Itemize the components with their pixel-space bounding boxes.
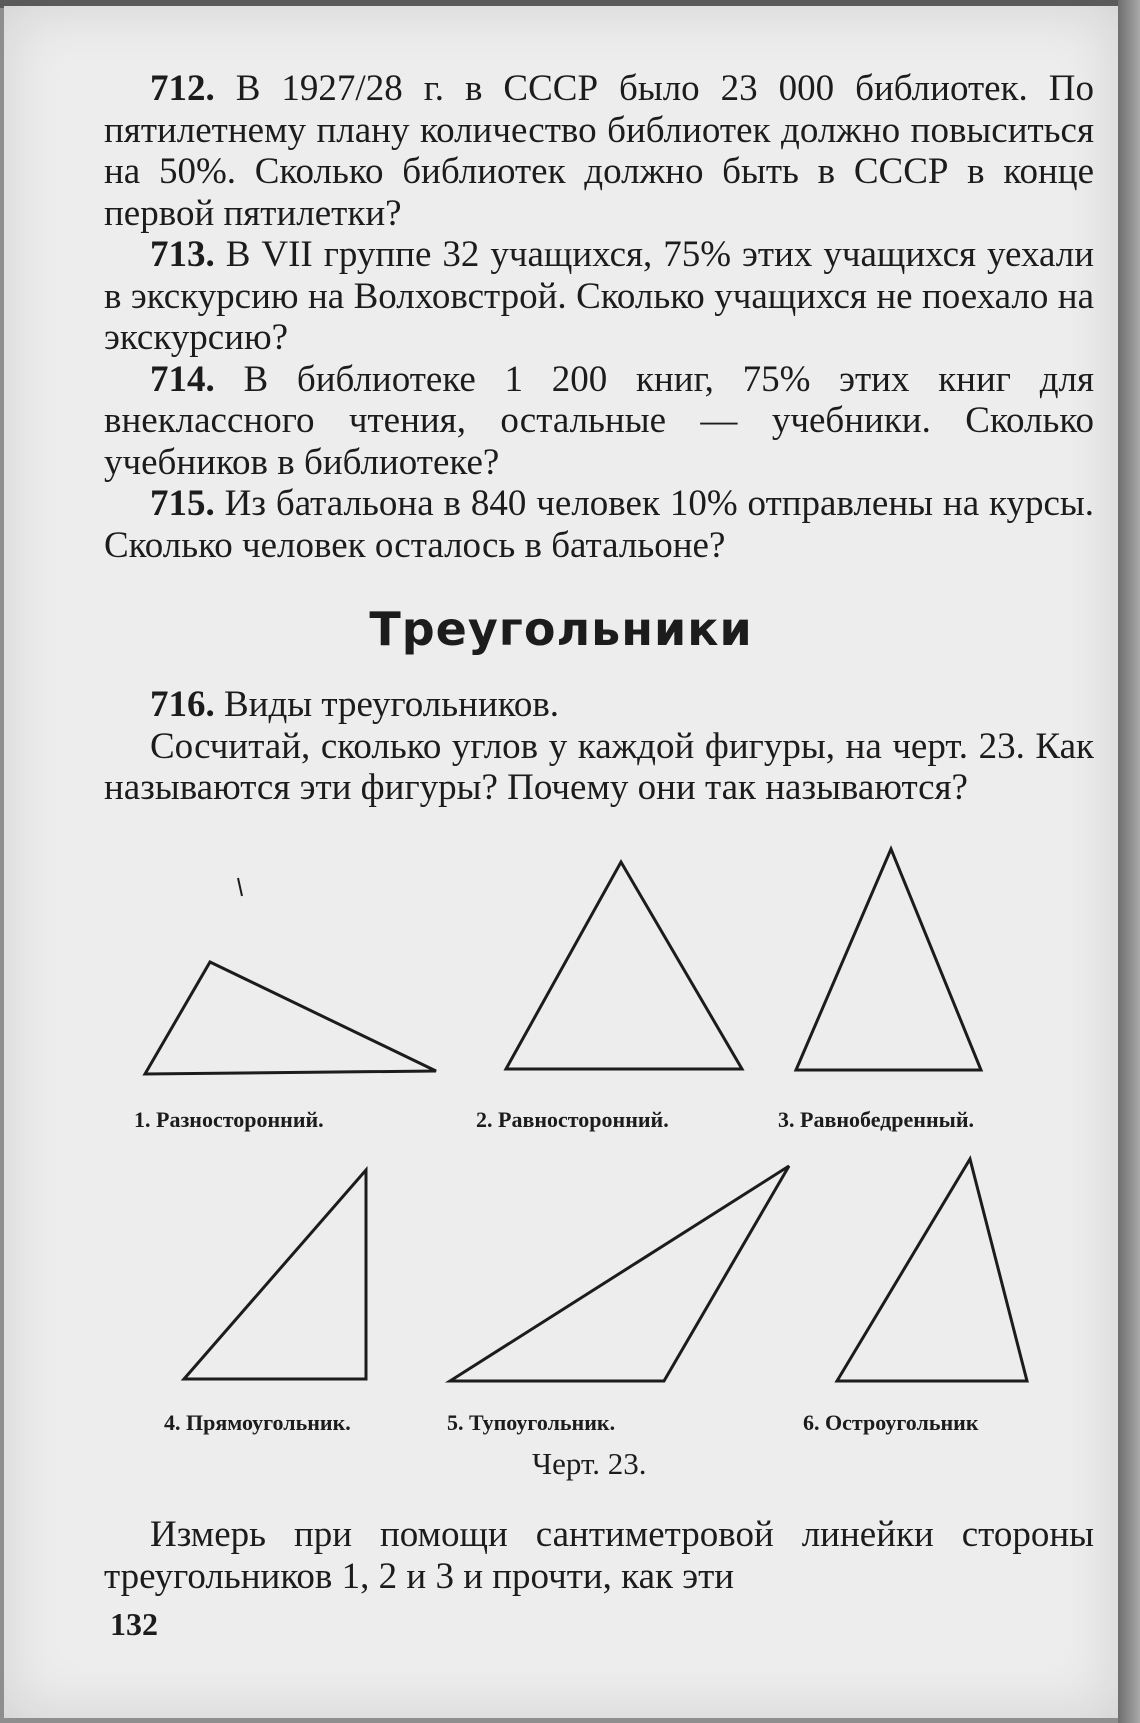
triangle-caption-1: 1. Разносторонний. <box>134 1107 324 1132</box>
triangle-isosceles <box>796 849 981 1070</box>
book-page <box>4 6 1118 1718</box>
figure-23-triangles <box>4 6 1118 1506</box>
final-text: Измерь при помощи сантиметровой линейки стороны треугольников 1, 2 и 3 и прочти, как эти <box>104 1514 1094 1597</box>
figure-caption: Черт. 23. <box>532 1446 647 1481</box>
triangle-obtuse <box>450 1166 789 1381</box>
triangle-caption-4: 4. Прямоугольник. <box>164 1410 351 1435</box>
problem-number: 713. <box>150 234 215 275</box>
problem-number: 712. <box>150 68 215 109</box>
triangle-acute <box>837 1159 1027 1381</box>
triangle-right <box>184 1170 366 1379</box>
page-number: 132 <box>110 1606 158 1642</box>
problem-heading: Виды треугольников. <box>224 684 560 725</box>
triangle-caption-6: 6. Остроугольник <box>803 1410 979 1435</box>
problem-number: 715. <box>150 483 215 524</box>
problem-text: Из батальона в 840 человек 10% отправлены на курсы. Сколько человек осталось в батальоне? <box>104 483 1094 566</box>
triangle-caption-3: 3. Равнобедренный. <box>778 1107 975 1132</box>
page-edge-shadow <box>1118 0 1140 1723</box>
triangle-equilateral <box>506 862 742 1069</box>
triangle-scalene <box>145 962 436 1074</box>
problem-number: 716. <box>150 684 215 725</box>
stray-mark <box>238 878 242 896</box>
problem-716-body: Сосчитай, сколько углов у каждой фигуры, на черт. 23. Как называются эти фигуры? Почему они так называются? <box>104 725 1094 808</box>
problem-text: В VII группе 32 учащихся, 75% этих учащихся уехали в экскурсию на Волховстрой. Сколько учащихся не поехало на экскурсию? <box>104 234 1094 358</box>
final-paragraph <box>104 1514 1094 1597</box>
triangle-caption-5: 5. Тупоугольник. <box>447 1410 616 1435</box>
problem-text: В библиотеке 1 200 книг, 75% этих книг для внеклассного чтения, остальные — учебники. Сколько учебников в библиотеке? <box>104 358 1095 483</box>
problem-number: 714. <box>150 358 215 400</box>
triangle-caption-2: 2. Равносторонний. <box>476 1107 669 1132</box>
section-title: Треугольники <box>369 602 753 656</box>
problem-text: В 1927/28 г. в СССР было 23 000 библиотек. По пятилетнему плану количество библиотек должно повыситься на 50%. Сколько библиотек должно быть в СССР в конце первой пятилетки? <box>104 68 1094 234</box>
